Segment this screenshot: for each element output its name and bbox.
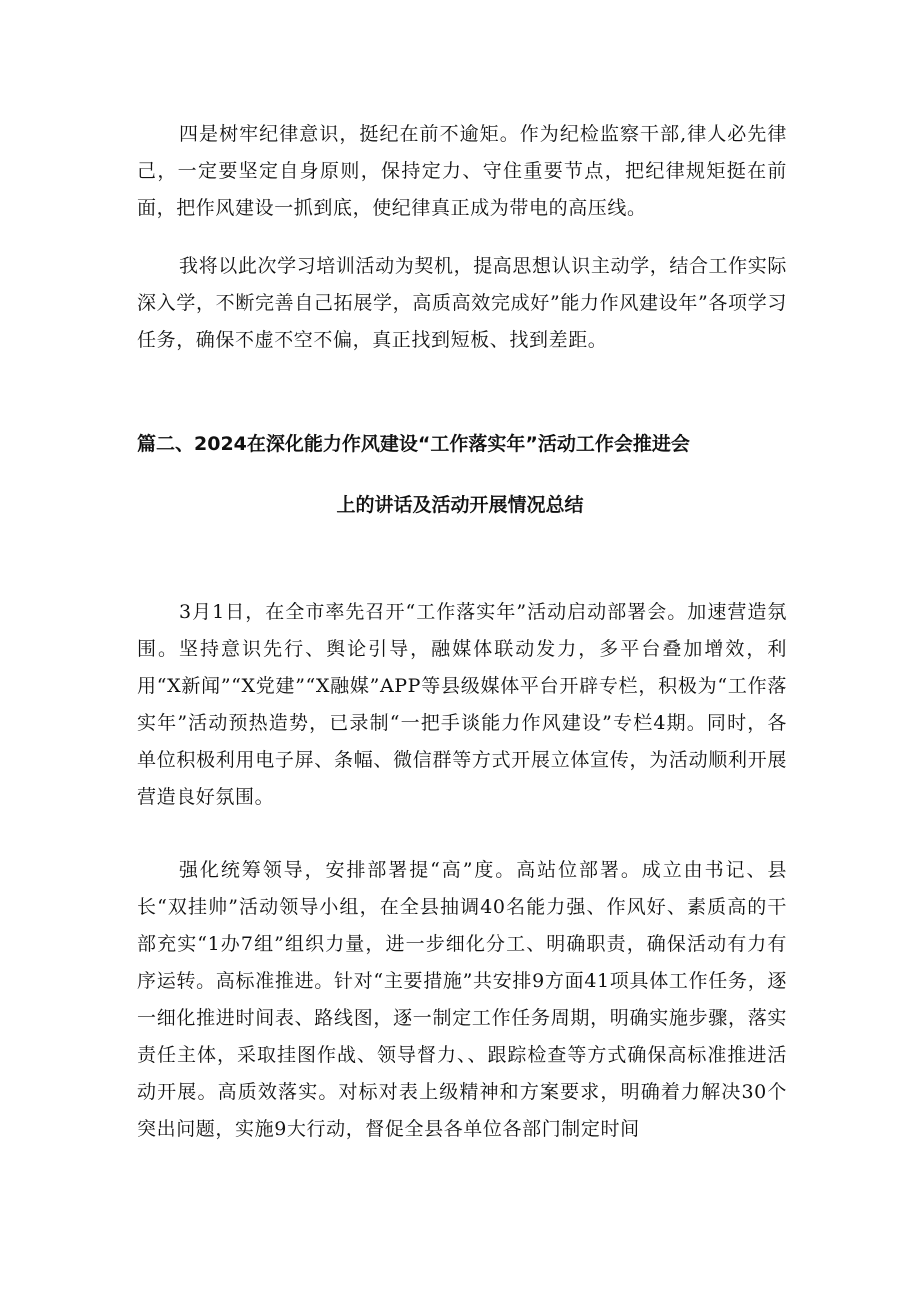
section-heading-line-1: 篇二、2024在深化能力作风建设“工作落实年”活动工作会推进会 (137, 433, 690, 455)
paragraph-discipline: 四是树牢纪律意识，挺纪在前不逾矩。作为纪检监察干部,律人必先律己，一定要坚定自身原则，保持定力、守住重要节点，把纪律规矩挺在前面，把作风建设一抓到底，使纪律真正成为带电的高压线。 (137, 123, 787, 219)
section-heading-line-2: 上的讲话及活动开展情况总结 (336, 494, 584, 516)
paragraph-kickoff-meeting: 3月1日，在全市率先召开“工作落实年”活动启动部署会。加速营造氛围。坚持意识先行、舆论引导，融媒体联动发力，多平台叠加增效，利用“X新闻”“X党建”“X融媒”APP等县级媒体平台开辟专栏，积极为“工作落实年”活动预热造势，已录制“一把手谈能力作风建设”专栏4期。同时，各单位积极利用电子屏、条幅、微信群等方式开展立体宣传，为活动顺利开展营造良好氛围。 (137, 601, 787, 808)
paragraph-study-plan: 我将以此次学习培训活动为契机，提高思想认识主动学，结合工作实际深入学，不断完善自己拓展学，高质高效完成好”能力作风建设年”各项学习任务，确保不虚不空不偏，真正找到短板、找到差距。 (137, 255, 787, 351)
paragraph-coordination: 强化统筹领导，安排部署提“高”度。高站位部署。成立由书记、县长“双挂帅”活动领导小组，在全县抽调40名能力强、作风好、素质高的干部充实“1办7组”组织力量，进一步细化分工、明确职责，确保活动有力有序运转。高标准推进。针对“主要措施”共安排9方面41项具体工作任务，逐一细化推进时间表、路线图，逐一制定工作任务周期，明确实施步骤，落实责任主体，采取挂图作战、领导督力、、跟踪检查等方式确保高标准推进活动开展。高质效落实。对标对表上级精神和方案要求，明确着力解决30个突出问题，实施9大行动，督促全县各单位各部门制定时间 (137, 859, 787, 1140)
